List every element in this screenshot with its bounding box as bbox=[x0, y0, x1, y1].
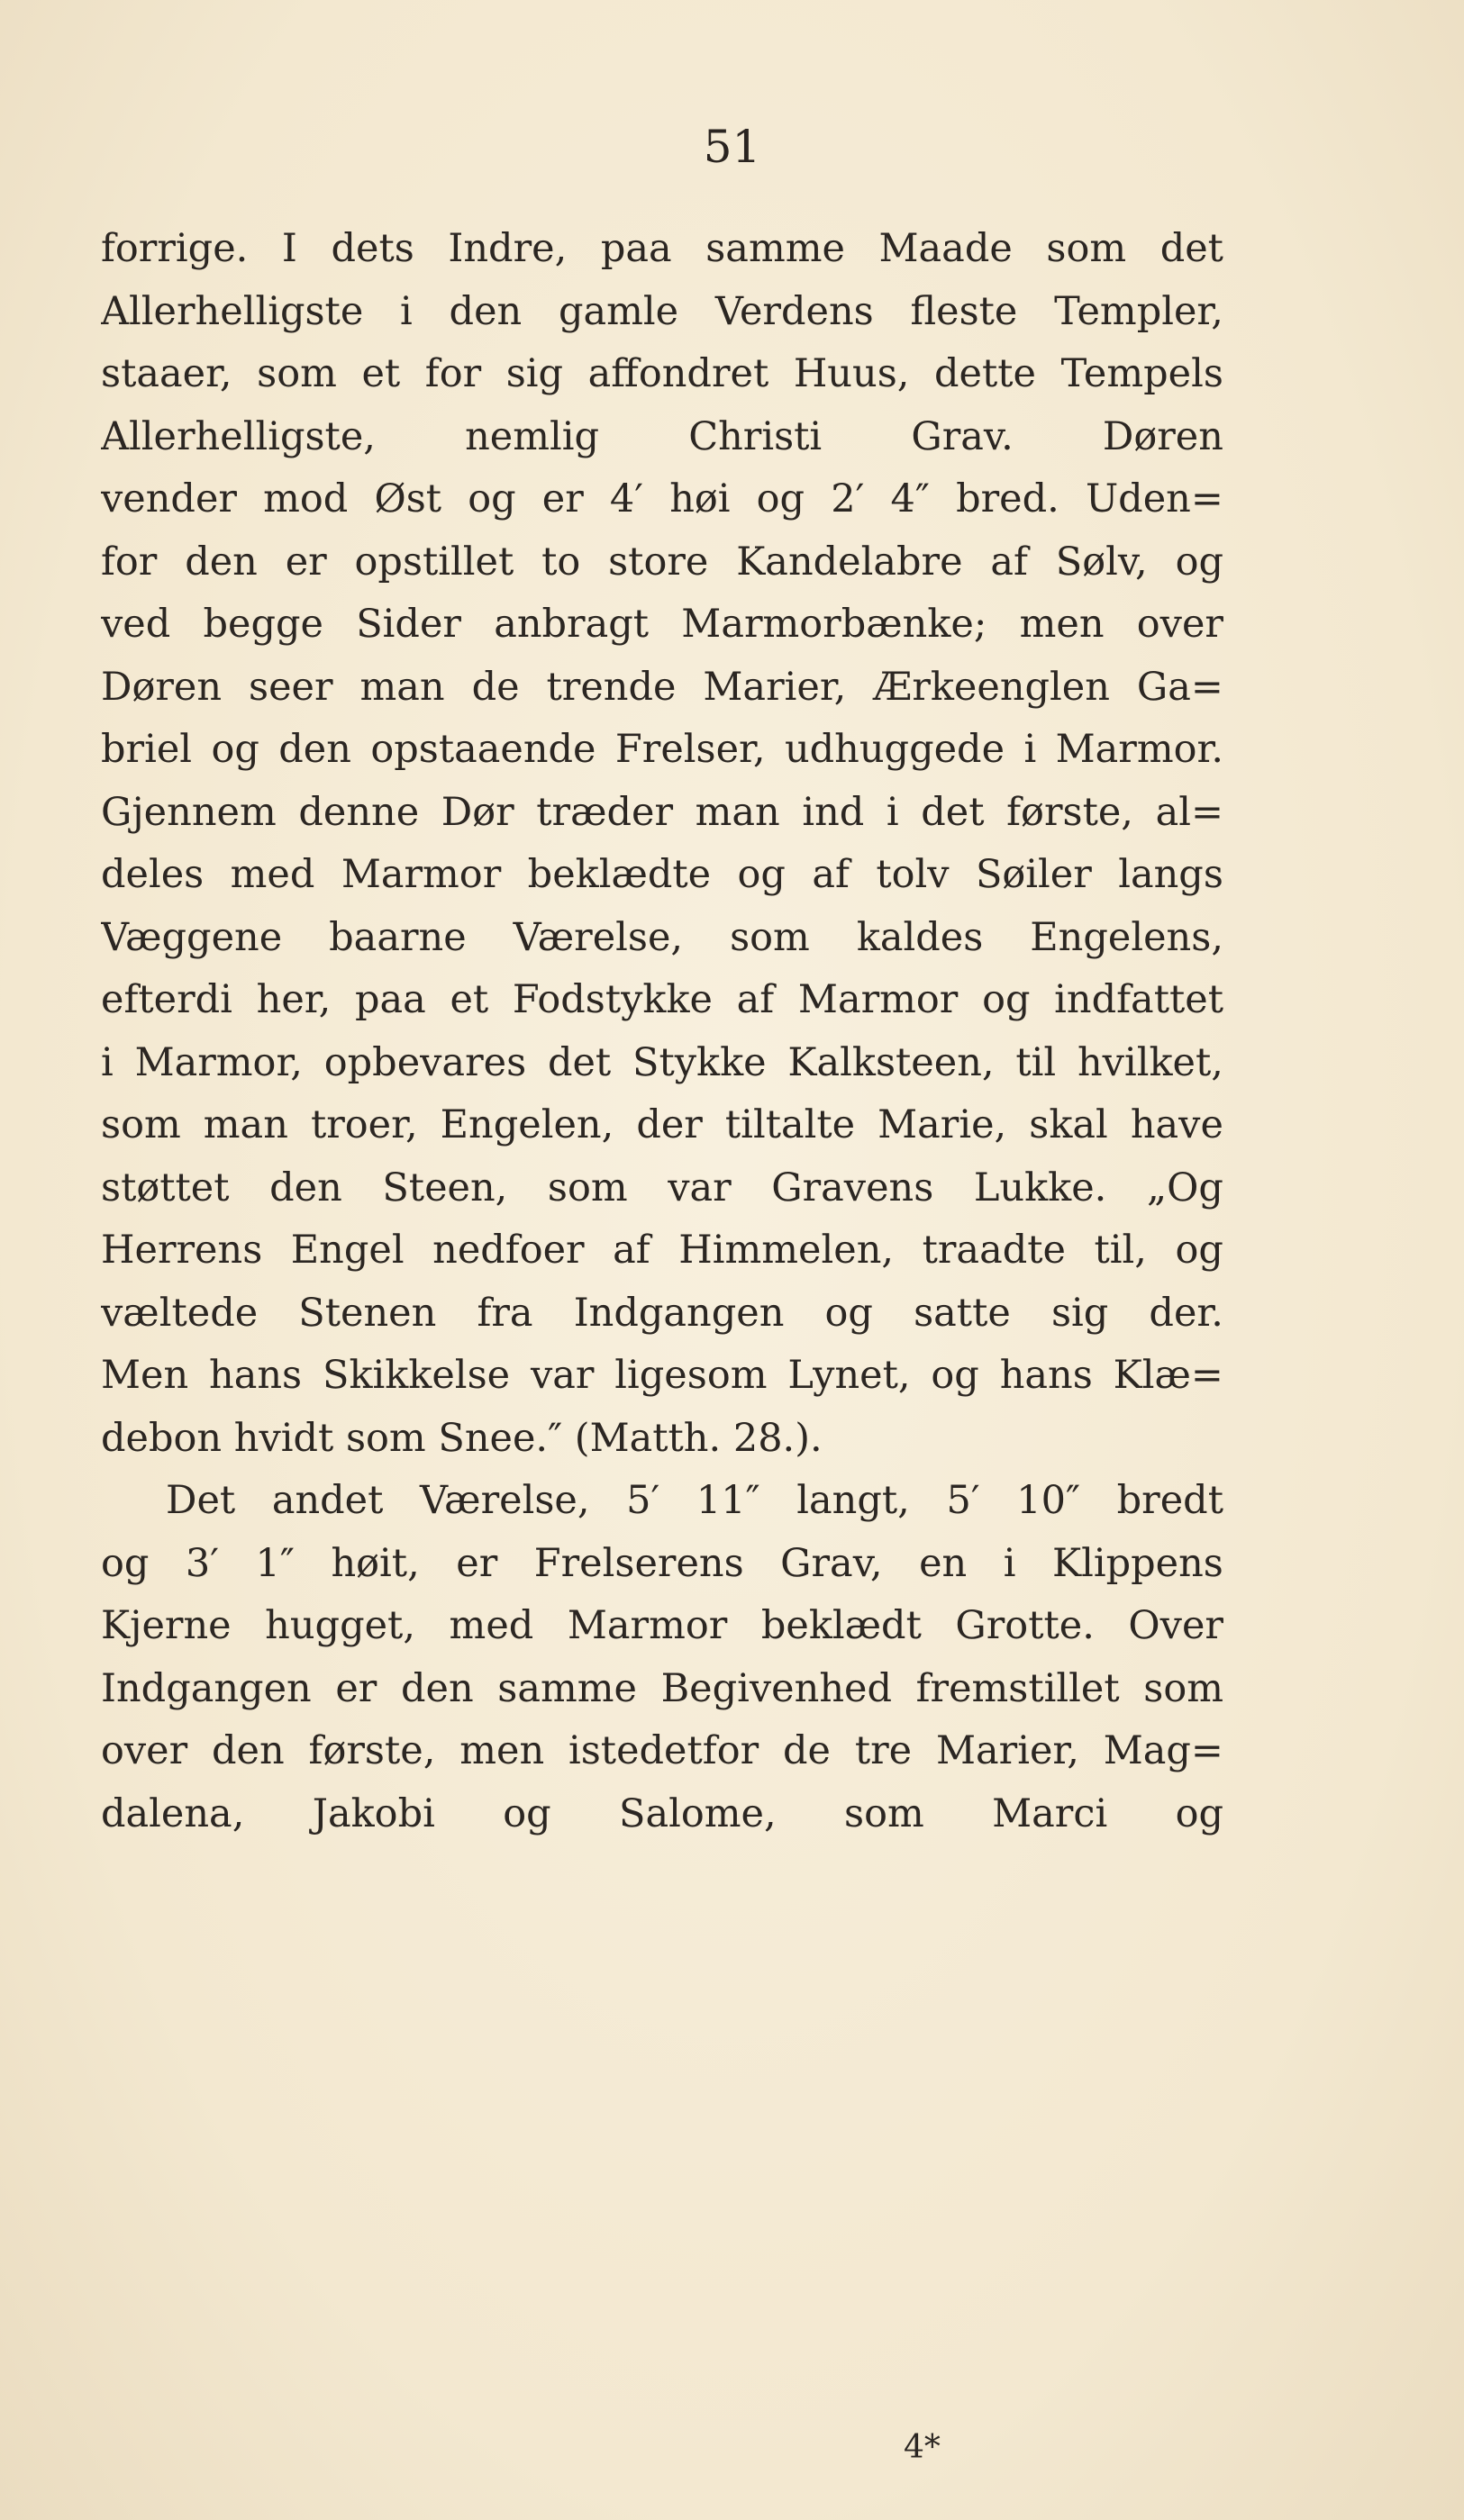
word: seer bbox=[249, 664, 333, 710]
word: have bbox=[1130, 1102, 1223, 1147]
word: Grotte. bbox=[955, 1603, 1095, 1648]
word: hans bbox=[999, 1353, 1093, 1398]
word: Sider bbox=[356, 602, 461, 647]
word: bred. bbox=[956, 476, 1059, 521]
text-line bbox=[101, 1783, 1223, 1846]
word: Lynet, bbox=[787, 1353, 911, 1398]
word: 10″ bbox=[1016, 1478, 1081, 1523]
word: Gjennem bbox=[101, 789, 277, 835]
word: Jakobi bbox=[312, 1790, 435, 1836]
word: Frelserens bbox=[533, 1540, 744, 1586]
word: Døren bbox=[1102, 413, 1223, 459]
word: den bbox=[449, 288, 523, 334]
word: den bbox=[185, 539, 258, 585]
word: begge bbox=[203, 602, 323, 647]
word: var bbox=[668, 1165, 732, 1210]
word: det bbox=[547, 1039, 612, 1085]
word: i bbox=[886, 789, 899, 835]
word: Ærkeenglen bbox=[873, 664, 1110, 710]
word: samme bbox=[705, 226, 845, 271]
text-line bbox=[101, 594, 1223, 657]
word: hvilket, bbox=[1077, 1039, 1223, 1085]
word: Marier, bbox=[935, 1728, 1079, 1773]
word: denne bbox=[298, 789, 420, 835]
word: tiltalte bbox=[724, 1102, 856, 1147]
word: affondret bbox=[587, 351, 769, 396]
word: Salome, bbox=[619, 1790, 777, 1836]
word: træder bbox=[536, 789, 674, 835]
word: tre bbox=[854, 1728, 913, 1773]
word: og bbox=[931, 1353, 979, 1398]
word: som bbox=[257, 351, 337, 396]
word: høit, bbox=[331, 1540, 420, 1586]
word: Værelse, bbox=[420, 1478, 590, 1523]
text-line bbox=[101, 343, 1223, 406]
word: som bbox=[844, 1790, 924, 1836]
word: der bbox=[636, 1102, 703, 1147]
word: paa bbox=[354, 977, 426, 1022]
word: Kandelabre bbox=[736, 539, 963, 585]
word: og bbox=[101, 1540, 150, 1586]
word: opbevares bbox=[323, 1039, 527, 1085]
word: Kalksteen, bbox=[787, 1039, 995, 1085]
word: bredt bbox=[1116, 1478, 1223, 1523]
text-line bbox=[101, 969, 1223, 1032]
word: deles bbox=[101, 852, 205, 897]
word: nedfoer bbox=[432, 1228, 585, 1273]
word: Uden= bbox=[1085, 476, 1223, 521]
word: udhuggede bbox=[784, 727, 1005, 772]
word: „Og bbox=[1146, 1165, 1223, 1210]
word: over bbox=[1136, 602, 1223, 647]
word: første, bbox=[1006, 789, 1133, 835]
word: dalena, bbox=[101, 1790, 245, 1836]
word: Engelens, bbox=[1030, 914, 1223, 960]
text-line bbox=[101, 1283, 1223, 1346]
word: den bbox=[212, 1728, 285, 1773]
word: af bbox=[812, 852, 850, 897]
word: skal bbox=[1029, 1102, 1108, 1147]
word: 1″ bbox=[255, 1540, 295, 1586]
word: efterdi bbox=[101, 977, 232, 1022]
word: Indgangen bbox=[573, 1290, 785, 1336]
word: til, bbox=[1094, 1228, 1147, 1273]
word: støttet bbox=[101, 1165, 230, 1210]
word: Stykke bbox=[632, 1039, 767, 1085]
word: 5′ bbox=[626, 1478, 660, 1523]
word: kaldes bbox=[856, 914, 984, 960]
word: opstaaende bbox=[370, 727, 596, 772]
word: og bbox=[1175, 539, 1223, 585]
word: man bbox=[695, 789, 780, 835]
word: beklædte bbox=[527, 852, 712, 897]
text-line bbox=[101, 1032, 1223, 1095]
word: er bbox=[335, 1665, 377, 1711]
word: men bbox=[459, 1728, 545, 1773]
text-line bbox=[101, 844, 1223, 907]
word: og bbox=[1175, 1228, 1223, 1273]
word: man bbox=[359, 664, 445, 710]
word: i bbox=[101, 1039, 114, 1085]
text-line bbox=[101, 406, 1223, 469]
word: i bbox=[1023, 727, 1037, 772]
word: Tempels bbox=[1060, 351, 1223, 396]
word: de bbox=[783, 1728, 831, 1773]
word: samme bbox=[497, 1665, 637, 1711]
text-line bbox=[101, 1533, 1223, 1596]
word: Begivenhed bbox=[660, 1665, 892, 1711]
word: Klippens bbox=[1051, 1540, 1223, 1586]
word: Allerhelligste bbox=[101, 288, 364, 334]
word: Marmorbænke; bbox=[681, 602, 987, 647]
word: opstillet bbox=[354, 539, 514, 585]
word: som bbox=[1143, 1665, 1223, 1711]
word: hans bbox=[209, 1353, 303, 1398]
word: sig bbox=[1050, 1290, 1109, 1336]
word: Indgangen bbox=[101, 1665, 312, 1711]
word: sig bbox=[505, 351, 564, 396]
word: og bbox=[468, 476, 516, 521]
word: som bbox=[1046, 226, 1127, 271]
word: i bbox=[400, 288, 413, 334]
word: af bbox=[990, 539, 1028, 585]
word: Steen, bbox=[382, 1165, 508, 1210]
word: var bbox=[530, 1353, 595, 1398]
word: nemlig bbox=[465, 413, 600, 459]
word: store bbox=[608, 539, 709, 585]
word: og bbox=[824, 1290, 873, 1336]
word: Døren bbox=[101, 664, 223, 710]
word: briel bbox=[101, 727, 193, 772]
word: som bbox=[101, 1102, 181, 1147]
word: Marmor. bbox=[1055, 727, 1223, 772]
word: trende bbox=[546, 664, 677, 710]
word: Stenen bbox=[298, 1290, 437, 1336]
word: det bbox=[921, 789, 985, 835]
word: staaer, bbox=[101, 351, 232, 396]
word: af bbox=[613, 1228, 650, 1273]
word: af bbox=[736, 977, 775, 1022]
word: gamle bbox=[558, 288, 679, 334]
word: mod bbox=[263, 476, 349, 521]
word: 4″ bbox=[890, 476, 930, 521]
word: som bbox=[730, 914, 810, 960]
page-number: 51 bbox=[703, 121, 761, 173]
word: Huus, bbox=[793, 351, 910, 396]
word: Ga= bbox=[1136, 664, 1223, 710]
word: med bbox=[230, 852, 315, 897]
word: Allerhelligste, bbox=[101, 413, 376, 459]
word: Christi bbox=[688, 413, 823, 459]
word: og bbox=[737, 852, 786, 897]
word: og bbox=[756, 476, 805, 521]
word: 5′ bbox=[946, 1478, 980, 1523]
word: fremstillet bbox=[915, 1665, 1120, 1711]
word: man bbox=[203, 1102, 288, 1147]
word: her, bbox=[256, 977, 332, 1022]
word: anbragt bbox=[494, 602, 650, 647]
word: Det bbox=[166, 1478, 236, 1523]
word: et bbox=[450, 977, 489, 1022]
word: høi bbox=[669, 476, 731, 521]
word: Kjerne bbox=[101, 1603, 232, 1648]
word: det bbox=[1159, 226, 1223, 271]
word: 3′ bbox=[185, 1540, 220, 1586]
word: er bbox=[456, 1540, 498, 1586]
word: Dør bbox=[441, 789, 514, 835]
word: langs bbox=[1118, 852, 1223, 897]
text-line bbox=[101, 1720, 1223, 1783]
word: der. bbox=[1149, 1290, 1223, 1336]
word: ind bbox=[802, 789, 865, 835]
word: og bbox=[503, 1790, 551, 1836]
word: andet bbox=[271, 1478, 384, 1523]
word: Skikkelse bbox=[322, 1353, 511, 1398]
text-line bbox=[101, 1219, 1223, 1283]
word: vender bbox=[101, 476, 237, 521]
word: er bbox=[285, 539, 327, 585]
word: istedetfor bbox=[568, 1728, 759, 1773]
word: Engelen, bbox=[440, 1102, 614, 1147]
signature-mark: 4* bbox=[904, 2429, 941, 2466]
word: for bbox=[424, 351, 482, 396]
word: al= bbox=[1155, 789, 1223, 835]
word: Fodstykke bbox=[512, 977, 713, 1022]
word: Værelse, bbox=[513, 914, 684, 960]
word: dets bbox=[331, 226, 414, 271]
word: Verdens bbox=[714, 288, 874, 334]
word: Marci bbox=[992, 1790, 1108, 1836]
word: Lukke. bbox=[973, 1165, 1107, 1210]
word: ligesom bbox=[614, 1353, 768, 1398]
word: Væggene bbox=[101, 914, 283, 960]
word: Herrens bbox=[101, 1228, 263, 1273]
word: Mag= bbox=[1103, 1728, 1223, 1773]
word: ved bbox=[101, 602, 171, 647]
word: over bbox=[101, 1728, 188, 1773]
body-text bbox=[101, 218, 1223, 1845]
word: for bbox=[101, 539, 158, 585]
word: satte bbox=[914, 1290, 1011, 1336]
word: den bbox=[278, 727, 351, 772]
word: Marmor, bbox=[134, 1039, 303, 1085]
word: 2′ bbox=[831, 476, 865, 521]
word: Marie, bbox=[877, 1102, 1007, 1147]
text-line bbox=[101, 1157, 1223, 1220]
text-line bbox=[101, 531, 1223, 594]
word: Marmor bbox=[567, 1603, 728, 1648]
word: Søiler bbox=[975, 852, 1092, 897]
word: Men bbox=[101, 1353, 189, 1398]
word: beklædt bbox=[760, 1603, 922, 1648]
word: Engel bbox=[290, 1228, 405, 1273]
text-line bbox=[101, 1658, 1223, 1721]
word: fra bbox=[477, 1290, 533, 1336]
word: hugget, bbox=[265, 1603, 415, 1648]
word: 4′ bbox=[609, 476, 644, 521]
word: Klæ= bbox=[1113, 1353, 1223, 1398]
text-line bbox=[101, 782, 1223, 845]
word: forrige. bbox=[101, 226, 249, 271]
text-line bbox=[101, 719, 1223, 782]
word: Frelser, bbox=[614, 727, 766, 772]
word: og bbox=[1175, 1790, 1223, 1836]
word: et bbox=[361, 351, 401, 396]
word: væltede bbox=[101, 1290, 259, 1336]
word: i bbox=[1003, 1540, 1016, 1586]
word: Gravens bbox=[771, 1165, 934, 1210]
word: Indre, bbox=[448, 226, 568, 271]
word: den bbox=[400, 1665, 474, 1711]
word: den bbox=[269, 1165, 342, 1210]
text-line bbox=[101, 218, 1223, 281]
word: med bbox=[449, 1603, 534, 1648]
word: Marmor bbox=[341, 852, 502, 897]
word: og bbox=[211, 727, 259, 772]
word: Templer, bbox=[1054, 288, 1223, 334]
text-line bbox=[101, 657, 1223, 720]
text-line bbox=[101, 1470, 1223, 1533]
word: Grav. bbox=[911, 413, 1014, 459]
word: Marier, bbox=[703, 664, 847, 710]
text-line: debon hvidt som Snee.″ (Matth. 28.). bbox=[101, 1415, 823, 1461]
word: er bbox=[541, 476, 584, 521]
word: traadte bbox=[922, 1228, 1066, 1273]
word: Marmor bbox=[797, 977, 959, 1022]
word: paa bbox=[600, 226, 672, 271]
word: I bbox=[281, 226, 297, 271]
word: fleste bbox=[910, 288, 1018, 334]
text-line bbox=[101, 907, 1223, 970]
word: en bbox=[919, 1540, 968, 1586]
word: Grav, bbox=[780, 1540, 883, 1586]
text-line bbox=[101, 1094, 1223, 1157]
word: tolv bbox=[876, 852, 950, 897]
word: langt, bbox=[796, 1478, 910, 1523]
word: til bbox=[1015, 1039, 1057, 1085]
word: Maade bbox=[878, 226, 1013, 271]
word: men bbox=[1019, 602, 1105, 647]
word: indfattet bbox=[1054, 977, 1223, 1022]
text-line bbox=[101, 1345, 1223, 1408]
word: dette bbox=[934, 351, 1036, 396]
word: første, bbox=[308, 1728, 436, 1773]
text-line bbox=[101, 468, 1223, 531]
text-line bbox=[101, 1595, 1223, 1658]
word: baarne bbox=[329, 914, 467, 960]
word: 11″ bbox=[696, 1478, 760, 1523]
word: og bbox=[982, 977, 1031, 1022]
word: troer, bbox=[310, 1102, 418, 1147]
word: som bbox=[547, 1165, 628, 1210]
word: Over bbox=[1128, 1603, 1223, 1648]
text-line bbox=[101, 281, 1223, 344]
word: to bbox=[541, 539, 581, 585]
word: Sølv, bbox=[1055, 539, 1148, 585]
word: de bbox=[471, 664, 520, 710]
word: Øst bbox=[374, 476, 442, 521]
word: Himmelen, bbox=[678, 1228, 895, 1273]
